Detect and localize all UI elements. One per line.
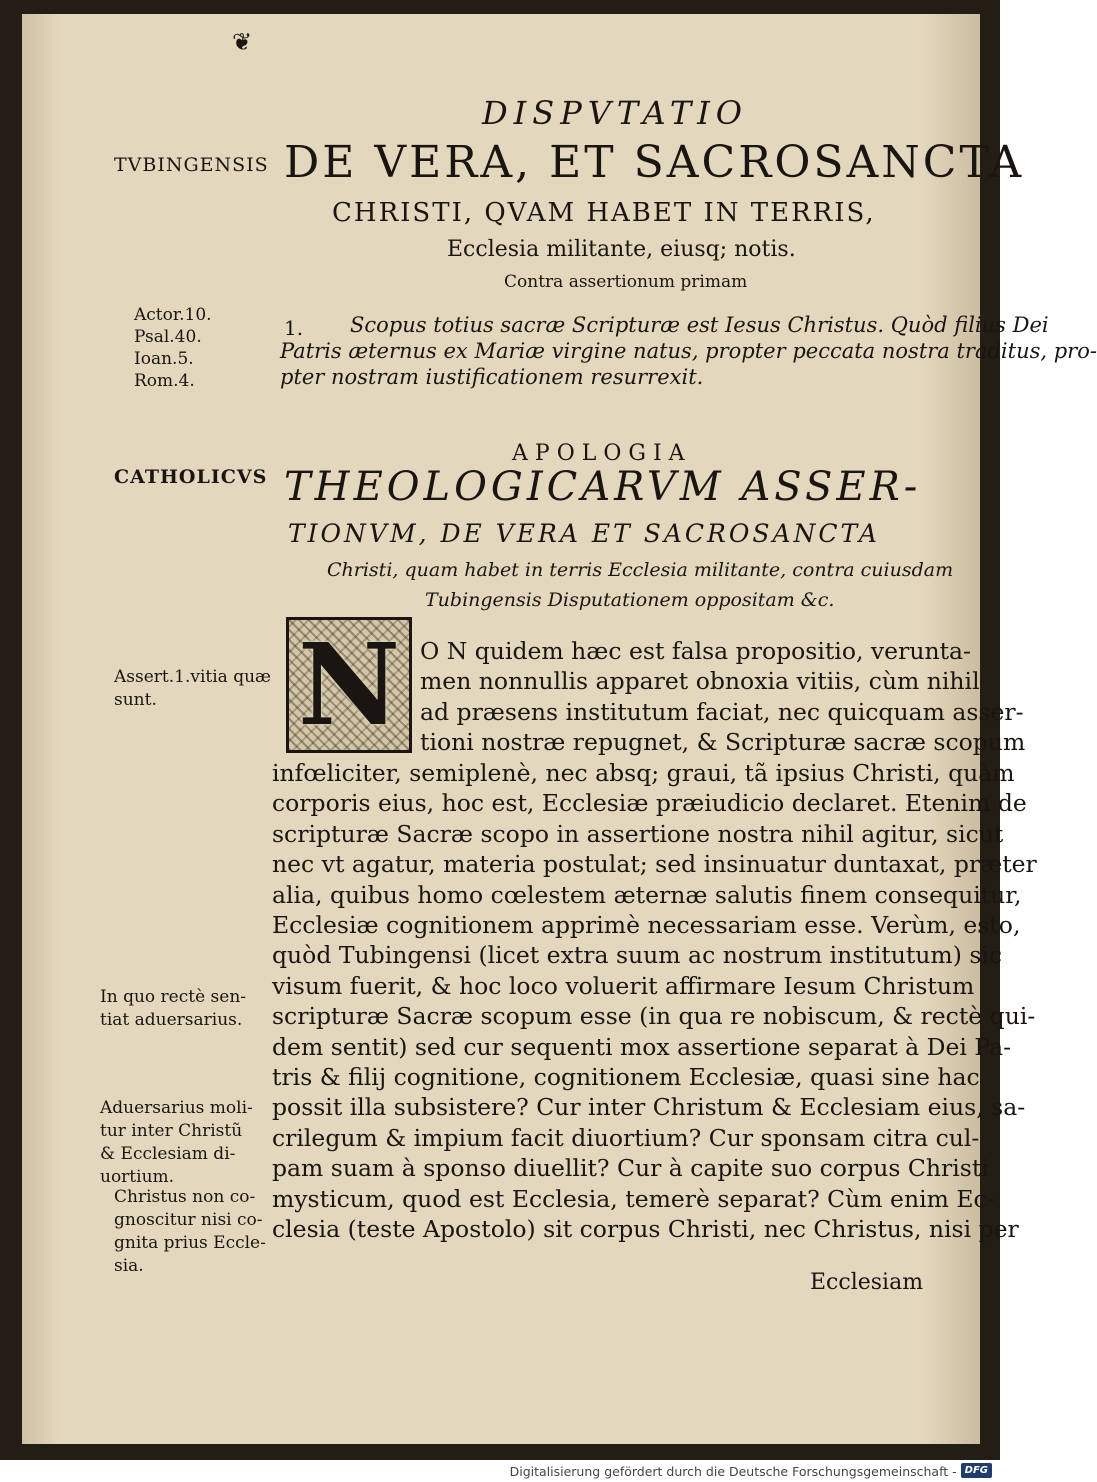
margin-note-line: In quo rectè sen-	[100, 987, 247, 1007]
body-line: infœliciter, semiplenè, nec absq; graui, tã ipsius Christi, quàm	[272, 759, 1015, 787]
title-line-2: CHRISTI, QVAM HABET IN TERRIS,	[332, 198, 876, 228]
decorated-initial	[286, 617, 412, 753]
title-line-1: DE VERA, ET SACROSANCTA	[284, 137, 1025, 188]
body-line: mysticum, quod est Ecclesia, temerè separat? Cùm enim Ec-	[272, 1184, 995, 1213]
apologia-title-line-1: THEOLOGICARVM ASSER-	[284, 464, 922, 510]
thesis-line: Patris æternus ex Mariæ virgine natus, propter peccata nostra traditus, pro-	[280, 339, 1097, 363]
label-catholicus: CATHOLICVS	[114, 466, 268, 488]
thesis-line: Scopus totius sacræ Scripturæ est Iesus Christus. Quòd filius Dei	[350, 313, 1049, 337]
label-tubingensis: TVBINGENSIS	[114, 154, 269, 176]
margin-note-christus	[114, 1186, 266, 1278]
body-line: nec vt agatur, materia postulat; sed insinuatur duntaxat, præter	[272, 850, 1037, 879]
body-line: Ecclesiæ cognitionem apprimè necessariam esse. Verùm, esto,	[272, 911, 1021, 940]
margin-note-line: gnita prius Eccle-	[114, 1233, 266, 1253]
apologia-title-line-4: Tubingensis Disputationem oppositam &c.	[425, 589, 835, 611]
body-line: scripturæ Sacræ scopum esse (in qua re nobiscum, & rectè qui-	[272, 1002, 1036, 1031]
margin-note-line: uortium.	[100, 1167, 175, 1187]
body-line: O N quidem hæc est falsa propositio, verunta-	[420, 637, 971, 665]
initial-letter: N	[297, 619, 401, 751]
contra-line: Contra assertionum primam	[504, 272, 748, 292]
margin-note-line: Christus non co-	[114, 1187, 256, 1207]
ref-actor: Actor.10.	[134, 305, 212, 325]
thesis-text	[280, 312, 1097, 390]
body-line: clesia (teste Apostolo) sit corpus Christi, nec Christus, nisi per	[272, 1215, 1019, 1244]
body-line: corporis eius, hoc est, Ecclesiæ præiudicio declaret. Etenim de	[272, 789, 1027, 818]
title-line-3: Ecclesia militante, eiusq; notis.	[447, 237, 796, 262]
apologia-heading: APOLOGIA	[512, 441, 692, 466]
body-line: possit illa subsistere? Cur inter Christum & Ecclesiam eius, sa-	[272, 1093, 1026, 1122]
running-title: DISPVTATIO	[482, 94, 749, 132]
scripture-references	[134, 304, 212, 392]
body-line: men nonnullis apparet obnoxia vitiis, cùm nihil	[420, 667, 980, 696]
ref-psal: Psal.40.	[134, 327, 202, 347]
body-line: dem sentit) sed cur sequenti mox assertione separat à Dei Pa-	[272, 1032, 1012, 1061]
margin-note-line: Aduersarius moli-	[100, 1098, 253, 1118]
margin-note-line: sia.	[114, 1256, 144, 1276]
body-line: ad præsens institutum faciat, nec quicquam asser-	[420, 697, 1024, 726]
apologia-title-line-2: TIONVM, DE VERA ET SACROSANCTA	[288, 519, 880, 548]
margin-note-diuortium	[100, 1097, 253, 1189]
margin-note-line: tiat aduersarius.	[100, 1010, 243, 1030]
thesis-number: 1.	[284, 316, 304, 340]
footer-credit: Digitalisierung gefördert durch die Deutsche Forschungsgemeinschaft -	[509, 1464, 957, 1479]
book-page	[22, 14, 1097, 1444]
page-ornament: ❦	[232, 28, 253, 56]
margin-note-line: sunt.	[114, 690, 157, 710]
margin-note-line: tur inter Christũ	[100, 1121, 243, 1141]
body-line: scripturæ Sacræ scopo in assertione nostra nihil agitur, sicut	[272, 819, 1004, 848]
body-full-block	[272, 758, 1037, 1245]
digitization-footer	[0, 1460, 1000, 1482]
margin-note-line: & Ecclesiam di-	[100, 1144, 236, 1164]
ref-rom: Rom.4.	[134, 371, 195, 391]
margin-note-recte	[100, 986, 246, 1032]
catchword: Ecclesiam	[810, 1270, 924, 1295]
margin-note-line: Assert.1.vitia quæ	[114, 667, 272, 687]
body-line: pam suam à sponso diuellit? Cur à capite suo corpus Christi	[272, 1154, 989, 1183]
body-indented-block	[420, 636, 1025, 758]
body-line: quòd Tubingensi (licet extra suum ac nostrum institutum) sic	[272, 941, 1003, 970]
margin-note-line: gnoscitur nisi co-	[114, 1210, 263, 1230]
body-line: tioni nostræ repugnet, & Scripturæ sacræ scopum	[420, 728, 1026, 757]
ref-ioan: Ioan.5.	[134, 349, 194, 369]
body-line: crilegum & impium facit diuortium? Cur sponsam citra cul-	[272, 1123, 980, 1152]
body-line: visum fuerit, & hoc loco voluerit affirmare Iesum Christum	[272, 971, 975, 1000]
body-line: alia, quibus homo cœlestem æternæ salutis finem consequitur,	[272, 880, 1022, 909]
apologia-title-line-3: Christi, quam habet in terris Ecclesia militante, contra cuiusdam	[327, 559, 954, 581]
dfg-logo-icon: DFG	[961, 1463, 992, 1478]
thesis-line: pter nostram iustificationem resurrexit.	[280, 365, 704, 389]
margin-note-vitia	[114, 666, 271, 712]
body-line: tris & filij cognitione, cognitionem Ecclesiæ, quasi sine hac	[272, 1063, 980, 1092]
